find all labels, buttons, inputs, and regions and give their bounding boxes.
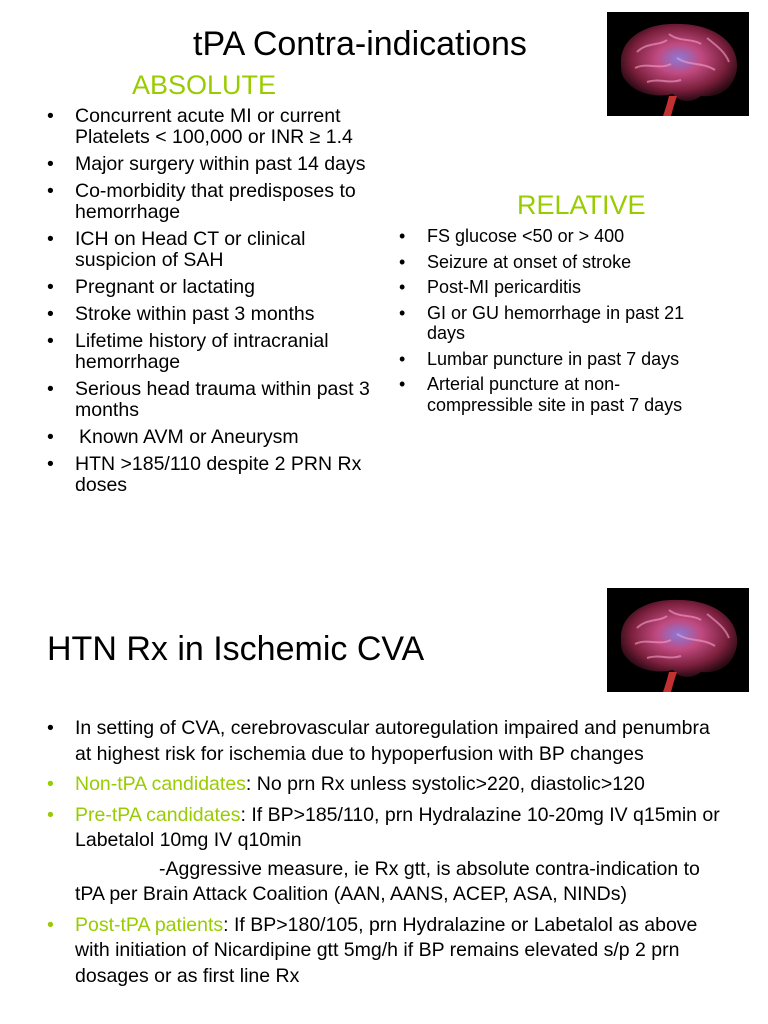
list-item: • Lumbar puncture in past 7 days (399, 349, 719, 370)
relative-heading: RELATIVE (517, 190, 646, 220)
absolute-heading: ABSOLUTE (132, 70, 277, 100)
list-note (47, 857, 727, 908)
htn-treatment-list (47, 716, 727, 994)
list-item: • Lifetime history of intracranial hemorrhage (47, 331, 377, 373)
list-item: • Seizure at onset of stroke (399, 252, 719, 273)
list-item: • Post-MI pericarditis (399, 277, 719, 298)
list-item: • Stroke within past 3 months (47, 304, 377, 325)
absolute-contraindication-list (47, 106, 377, 502)
item-lead: Non-tPA candidates (75, 773, 246, 795)
list-item: • Pregnant or lactating (47, 277, 377, 298)
list-item: • HTN >185/110 despite 2 PRN Rx doses (47, 454, 377, 496)
list-item: • ICH on Head CT or clinical suspicion of SAH (47, 229, 377, 271)
list-item: • Co-morbidity that predisposes to hemorrhage (47, 181, 377, 223)
list-item: • In setting of CVA, cerebrovascular autoregulation impaired and penumbra at highest risk for ischemia due to hypoperfusion with BP changes (47, 716, 727, 767)
brain-scan-icon (607, 588, 749, 692)
slide-title: HTN Rx in Ischemic CVA (47, 630, 425, 668)
item-lead: Post-tPA patients (75, 913, 224, 936)
list-item (47, 772, 727, 798)
list-item: • FS glucose <50 or > 400 (399, 226, 719, 247)
relative-contraindication-list (399, 226, 719, 420)
list-item (47, 913, 727, 990)
item-text: : If BP>185/110, prn Hydralazine 10-20mg IV q15min or Labetalol 10mg IV q10min (75, 803, 720, 851)
list-item: • Major surgery within past 14 days (47, 154, 377, 175)
list-item: • Known AVM or Aneurysm (47, 427, 377, 448)
list-item: • Serious head trauma within past 3 months (47, 379, 377, 421)
list-item: • GI or GU hemorrhage in past 21 days (399, 303, 719, 344)
item-text: : No prn Rx unless systolic>220, diastolic>120 (245, 773, 645, 795)
item-text: : If BP>180/105, prn Hydralazine or Labetalol as above with initiation of Nicardipine gtt 5mg/h if BP remains elevated s/p 2 prn dosages or as first line Rx (75, 913, 698, 987)
list-item (47, 803, 727, 854)
list-item: • Arterial puncture at non-compressible site in past 7 days (399, 374, 719, 415)
item-text: -Aggressive measure, ie Rx gtt, is absolute contra-indication to tPA per Brain Attack Coalition (AAN, AANS, ACEP, ASA, NINDs) (75, 857, 700, 905)
brain-scan-icon (607, 12, 749, 116)
item-lead: Pre-tPA candidates (75, 803, 241, 826)
slide-title: tPA Contra-indications (193, 25, 527, 63)
list-item: • Concurrent acute MI or current Platelets < 100,000 or INR ≥ 1.4 (47, 106, 377, 148)
